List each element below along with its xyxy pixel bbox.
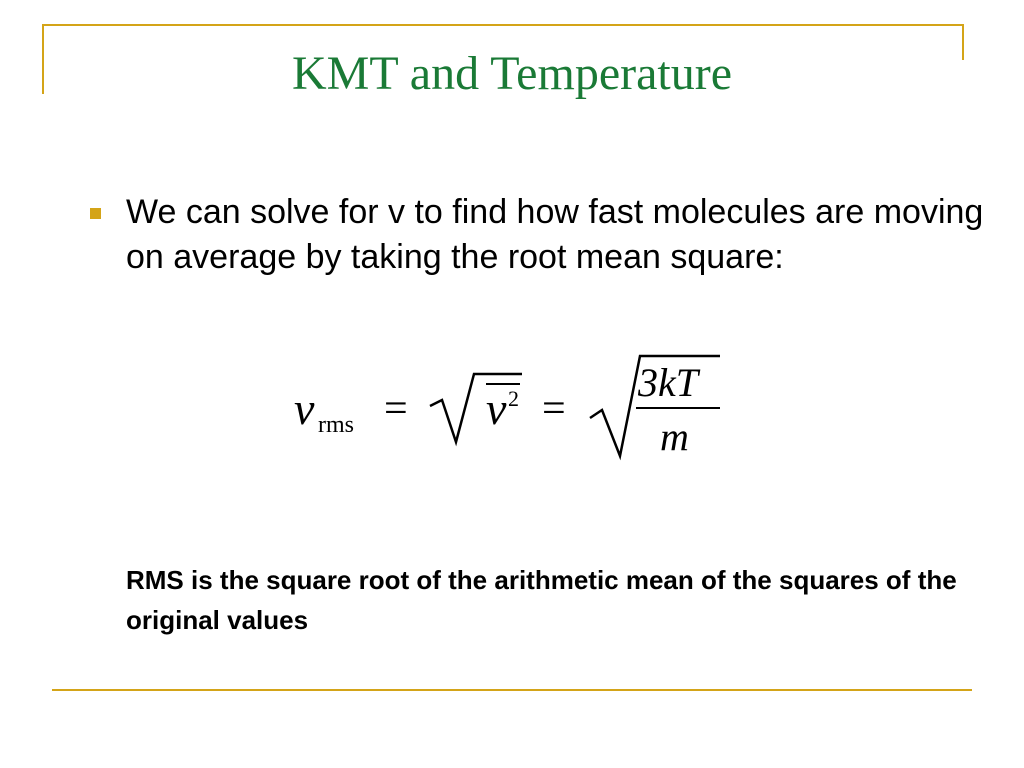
rms-definition-note: RMS is the square root of the arithmetic mean of the squares of the original values — [126, 565, 957, 635]
frame-bottom-line — [52, 689, 972, 691]
equation-equals-1: = — [384, 386, 408, 432]
frame-top-line — [42, 24, 964, 26]
equation-numerator: 3kT — [638, 360, 698, 405]
equation-lhs-subscript: rms — [318, 412, 354, 438]
bullet-square-icon — [90, 208, 101, 219]
slide-title-text: KMT and Temperature — [291, 47, 733, 100]
rms-equation — [290, 352, 740, 464]
slide-title — [0, 44, 1024, 104]
equation-equals-2: = — [542, 386, 566, 432]
equation-mid-exponent: 2 — [508, 386, 519, 411]
equation-lhs-var: v — [294, 383, 315, 434]
equation-mid-var: v — [486, 383, 507, 434]
bullet-text: We can solve for v to find how fast molecules are moving on average by taking the root mean square: — [126, 193, 984, 276]
equation-denominator: m — [660, 414, 689, 459]
